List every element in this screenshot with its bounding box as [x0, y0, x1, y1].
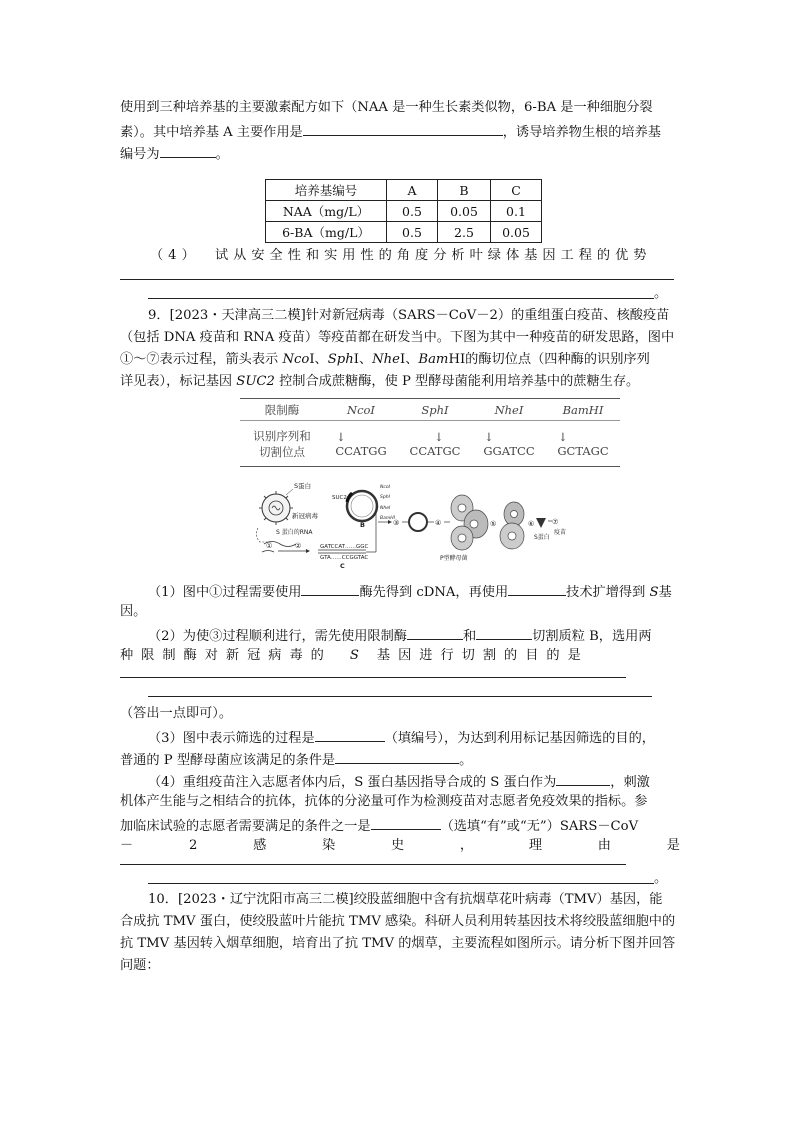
- q9-part2-note: （答出一点即可）。: [120, 706, 233, 721]
- table-row: 培养基编号 A B C: [266, 180, 542, 201]
- svg-text:⑦: ⑦: [552, 518, 559, 526]
- q9-part2-answer-line-2[interactable]: [148, 696, 652, 697]
- q9-part2-cont: 种限制酶对新冠病毒的 S 基因进行切割的目的是: [120, 648, 589, 663]
- svg-text:⑤: ⑤: [490, 520, 497, 528]
- svg-text:①: ①: [266, 542, 273, 550]
- q9-part4-answer-line-2[interactable]: [148, 883, 654, 884]
- q10-line4: 问题：: [120, 958, 160, 973]
- table-row: 识别序列和 切割位点 ↓ CCATGG ↓ CCATGC ↓ GGATCC ↓ GCTAGC: [240, 421, 620, 467]
- q8-line3: 编号为 。: [120, 142, 229, 165]
- q9-part2-answer-line-1[interactable]: [120, 677, 626, 678]
- virus-label: 新冠病毒: [292, 512, 318, 520]
- q8-part4: （4） 试从安全性和实用性的角度分析叶绿体基因工程的优势: [150, 248, 652, 263]
- q8-blank-medium-a-role[interactable]: [303, 120, 503, 136]
- q9-intro-line3: ①～⑦表示过程，箭头表示 NcoⅠ、SphⅠ、NheⅠ、BamHⅠ的酶切位点（四种酶的识别序列: [120, 352, 650, 367]
- q9-part4-line4: － 2 感 染 史 ， 理 由 是: [120, 838, 680, 853]
- table-row: 限制酶 NcoⅠ SphⅠ NheⅠ BamHⅠ: [240, 399, 620, 421]
- q8-answer-line-2[interactable]: [148, 298, 654, 299]
- svg-text:②: ②: [295, 542, 302, 550]
- cut-arrow-icon: ↓: [484, 429, 494, 444]
- q9-part2: （2）为使③过程顺利进行，需先使用限制酶 和 切割质粒 B，选用两: [148, 624, 652, 647]
- svg-text:③: ③: [393, 519, 400, 527]
- blank-antigen[interactable]: [556, 770, 610, 786]
- suc2-label: SUC2: [332, 495, 347, 501]
- yeast-label: P型酵母菌: [440, 555, 468, 562]
- seq-bottom: GTA……CCGGTAC: [320, 555, 369, 561]
- s-protein-product-icon: [536, 518, 546, 528]
- blank-screening-steps[interactable]: [315, 726, 385, 742]
- cut-arrow-icon: ↓: [336, 429, 346, 444]
- q10-line3: 抗 TMV 基因转入烟草细胞，培育出了抗 TMV 的烟草，主要流程如图所示。请分析下图并回答: [120, 936, 676, 951]
- blank-enzyme-1[interactable]: [407, 624, 463, 640]
- s-protein-product-label: S蛋白: [534, 534, 550, 541]
- blank-infection-history[interactable]: [371, 814, 441, 830]
- blank-enzyme[interactable]: [301, 580, 359, 596]
- q9-intro-line4: 详见表），标记基因 SUC2 控制合成蔗糖酶，使 P 型酵母菌能利用培养基中的蔗糖生存。: [120, 374, 640, 389]
- q10-line1: 10．[2023・辽宁沈阳市高三二模]绞股蓝细胞中含有抗烟草花叶病毒（TMV）基因，能: [148, 892, 663, 907]
- seq-top: GATCCAT……GGC: [320, 544, 369, 550]
- q9-part4: （4）重组疫苗注入志愿者体内后，S 蛋白基因指导合成的 S 蛋白作为 ，刺激: [148, 770, 650, 793]
- blank-enzyme-2[interactable]: [476, 624, 532, 640]
- vaccine-label: 疫苗: [554, 529, 567, 536]
- q9-part4-line2: 机体产生能与之相结合的抗体，抗体的分泌量可作为检测疫苗对志愿者免疫效果的指标。参: [120, 794, 648, 809]
- vaccine-diagram: [250, 476, 570, 576]
- q8-answer-line-1[interactable]: [120, 279, 674, 280]
- plasmid-b-label: B: [360, 521, 365, 529]
- q9-part4-period: 。: [654, 871, 668, 886]
- q9-intro-line2: （包括 DNA 疫苗和 RNA 疫苗）等疫苗都在研发当中。下图为其中一种疫苗的研发思路，图中: [120, 330, 675, 345]
- s-protein-label: S蛋白: [294, 482, 312, 490]
- fragment-c-label: C: [340, 562, 345, 570]
- q9-part1-cont: 因。: [120, 604, 147, 619]
- table-row: 6-BA（mg/L） 0.5 2.5 0.05: [266, 222, 542, 243]
- q9-intro-line1: 9．[2023・天津高三二模]针对新冠病毒（SARS－CoV－2）的重组蛋白疫苗、核酸疫苗: [148, 308, 670, 323]
- cut-arrow-icon: ↓: [558, 429, 568, 444]
- q9-part3-cont: 普通的 P 型酵母菌应该满足的条件是 。: [120, 748, 472, 771]
- blank-yeast-condition[interactable]: [335, 748, 459, 764]
- q9-part1: （1）图中①过程需要使用 酶先得到 cDNA，再使用 技术扩增得到 S基: [148, 580, 672, 603]
- yeast-cells-icon: [451, 495, 524, 550]
- blank-technique[interactable]: [508, 580, 566, 596]
- q9-part4-answer-line-1[interactable]: [120, 864, 626, 865]
- q8-blank-rooting-medium[interactable]: [160, 142, 216, 158]
- q10-line2: 合成抗 TMV 蛋白，使绞股蓝叶片能抗 TMV 感染。科研人员利用转基因技术将绞股蓝细胞中的: [120, 914, 676, 929]
- svg-text:NcoⅠ: NcoⅠ: [380, 485, 390, 490]
- svg-text:SphⅠ: SphⅠ: [380, 495, 390, 500]
- svg-text:BamHⅠ: BamHⅠ: [380, 516, 395, 521]
- rna-label: S 蛋白的RNA: [276, 529, 313, 536]
- hormone-table: [265, 179, 542, 243]
- recombinant-plasmid-icon: [409, 513, 427, 531]
- q8-line2: 素）。其中培养基 A 主要作用是 ，诱导培养物生根的培养基: [120, 120, 661, 143]
- q9-part4-line3: 加临床试验的志愿者需要满足的条件之一是 （选填“有”或“无”）SARS－CoV: [120, 814, 638, 837]
- plasmid-b-icon: [347, 491, 377, 521]
- q8-line1: 使用到三种培养基的主要激素配方如下（NAA 是一种生长素类似物，6-BA 是一种细胞分裂: [120, 100, 653, 115]
- q9-part3: （3）图中表示筛选的过程是 （填编号），为达到利用标记基因筛选的目的，: [148, 726, 655, 749]
- svg-text:⑥: ⑥: [528, 520, 535, 528]
- svg-text:④: ④: [435, 519, 442, 527]
- cut-arrow-icon: ↓: [434, 429, 444, 444]
- svg-text:NheⅠ: NheⅠ: [380, 506, 391, 511]
- enzyme-table: [240, 398, 620, 467]
- q8-period: 。: [654, 286, 668, 301]
- table-row: NAA（mg/L） 0.5 0.05 0.1: [266, 201, 542, 222]
- coronavirus-icon: [259, 491, 293, 525]
